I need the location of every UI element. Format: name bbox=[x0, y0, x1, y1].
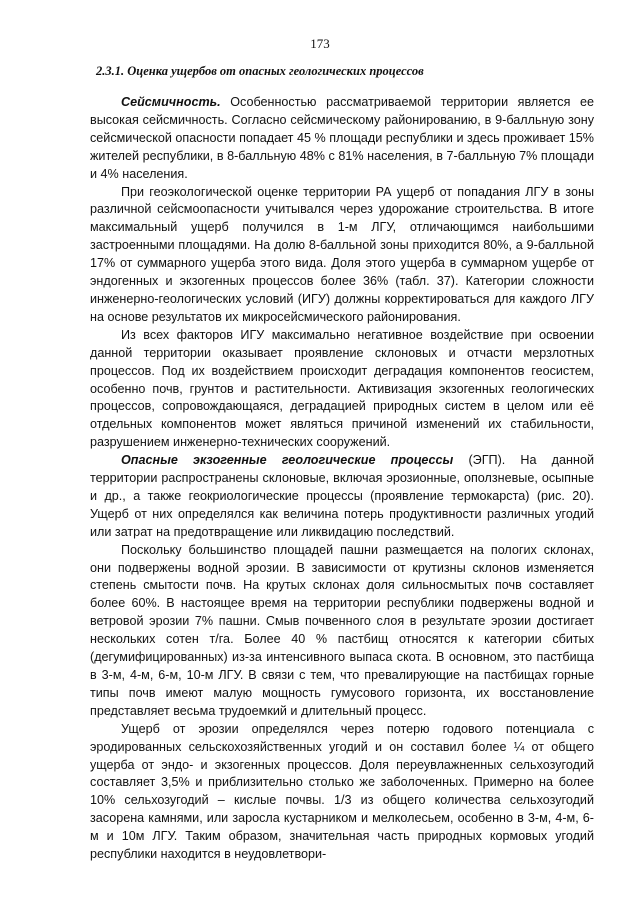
paragraph-seismic-assessment bbox=[90, 184, 594, 327]
page-number: 173 bbox=[310, 36, 330, 51]
paragraph-seismicity bbox=[90, 94, 594, 184]
paragraph-lead: Опасные экзогенные геологические процессы bbox=[121, 453, 454, 468]
paragraph-erosion bbox=[90, 542, 594, 721]
section-heading: 2.3.1. Оценка ущербов от опасных геологических процессов bbox=[96, 64, 424, 78]
paragraph-igu-factors bbox=[90, 327, 594, 452]
paragraph-erosion-damage bbox=[90, 721, 594, 864]
paragraph-text: Особенностью рассматриваемой территории является ее высокая сейсмичность. Согласно сейсмическому районированию, в 9-балльную зону сейсмической опасности попадает 45 % площади республики и здесь проживает 15% жителей республики, в 8-балльную 48% с 81% населения, в 7-балльную 7% площади и 4% населения. bbox=[90, 95, 594, 181]
paragraph-text: Из всех факторов ИГУ максимально негативное воздействие при освоении данной территории оказывает проявление склоновых и отчасти мерзлотных процессов. Под их воздействием происходит деградация компонентов геосистем, особенно почв, грунтов и растительности. Активизация экзогенных геологических процессов, сопровождающаяся, деградацией природных систем в целом или её отдельных компонентов может являться причиной изменений их стабильности, разрушением инженерно-технических сооружений. bbox=[90, 327, 594, 450]
body-text bbox=[90, 94, 594, 864]
paragraph-lead: Сейсмичность. bbox=[121, 95, 221, 109]
paragraph-exogenous-processes bbox=[90, 452, 594, 542]
paragraph-text: Поскольку большинство площадей пашни размещается на пологих склонах, они подвержены водной эрозии. В зависимости от крутизны склонов изменяется степень смытости почв. На крутых склонах доля сильносмытых почв составляет более 60%. В настоящее время на территории республики подвержены водной и ветровой эрозии 7% пашни. Смыв почвенного слоя в результате эрозии достигает нескольких сотен т/га. Более 40 % пастбищ относятся к категории сбитых (дегумифицированных) из-за интенсивного выпаса скота. В основном, это пастбища в 3-м, 4-м, 6-м, 10-м ЛГУ. В связи с тем, что превалирующие на пастбищах горные типы почв имеют малую мощность гумусового горизонта, их восстановление представляет весьма трудоемкий и длительный процесс. bbox=[90, 542, 594, 718]
paragraph-text: (ЭГП). На данной территории распространены склоновые, включая эрозионные, оползневые, осыпные и др., а также геокриологические процессы (проявление термокарста) (рис. 20). Ущерб от них определялся как величина потерь продуктивности различных угодий или затрат на предотвращение или ликвидацию последствий. bbox=[90, 453, 594, 539]
paragraph-text: Ущерб от эрозии определялся через потерю годового потенциала с эродированных сельскохозяйственных угодий и он составил более ¼ от общего ущерба от эндо- и экзогенных процессов. Доля переувлажненных сельхозугодий составляет 3,5% и приблизительно столько же заболоченных. Примерно на более 10% сельхозугодий – кислые почвы. 1/3 из общего количества сельхозугодий засорена камнями, или заросла кустарником и мелколесьем, особенно в 3-м, 4-м, 6-м и 10м ЛГУ. Таким образом, значительная часть природных кормовых угодий республики находится в неудовлетвори- bbox=[90, 721, 594, 862]
paragraph-text: При геоэкологической оценке территории РА ущерб от попадания ЛГУ в зоны различной сейсмоопасности учитывался через удорожание строительства. В итоге максимальный ущерб получился в 1-м ЛГУ, отличающимся наибольшими застроенными площадями. На долю 8-балльной зоны приходится 80%, а 9-балльной 17% от суммарного ущерба этого вида. Доля этого ущерба в суммарном ущербе от эндогенных и экзогенных процессов более 36% (табл. 37). Категории сложности инженерно-геологических условий (ИГУ) должны корректироваться для каждого ЛГУ на основе результатов их микросейсмического районирования. bbox=[90, 184, 594, 324]
